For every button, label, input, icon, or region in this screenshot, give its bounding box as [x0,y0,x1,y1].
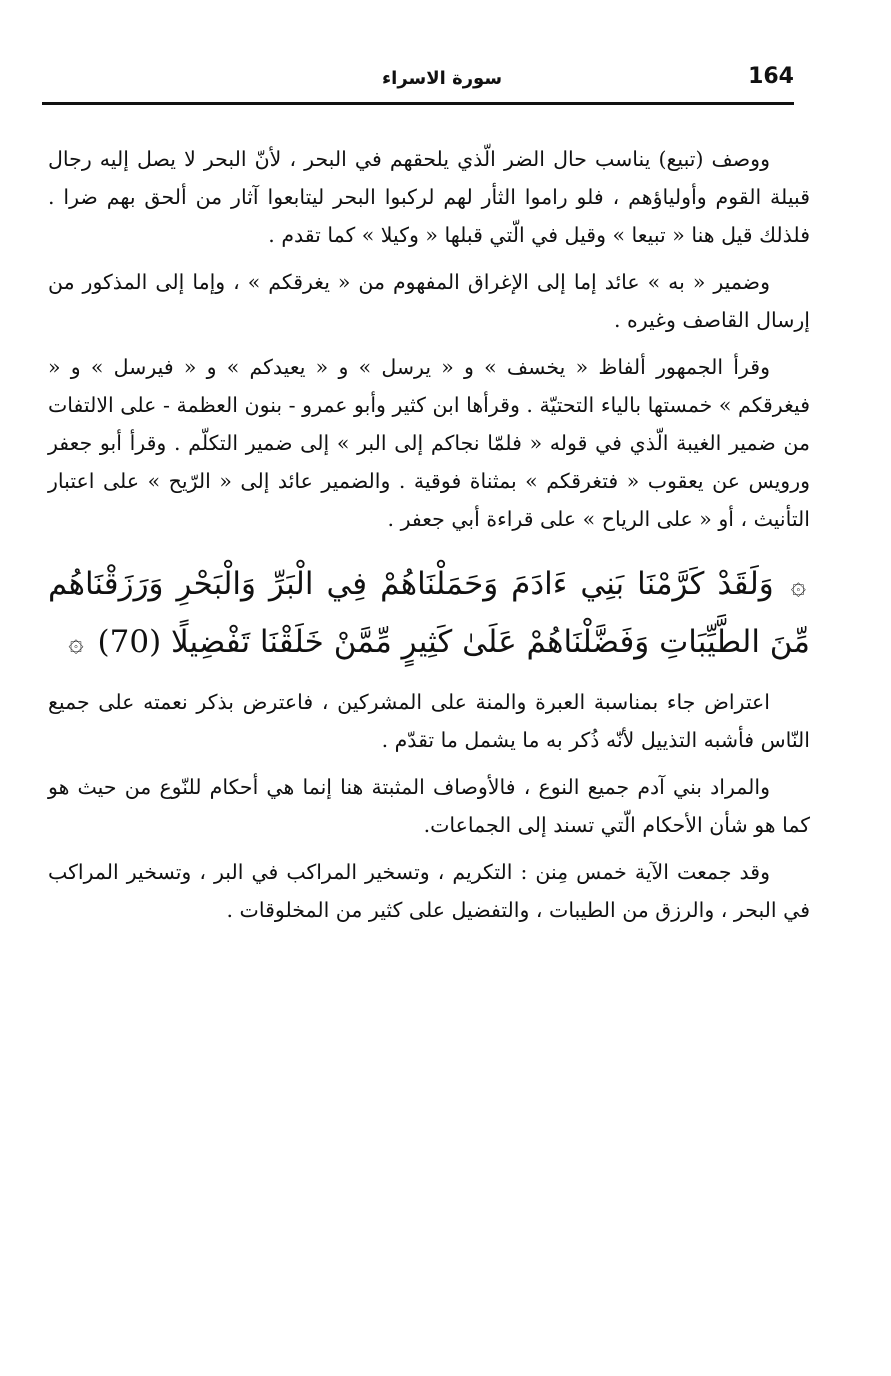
surah-title: سورة الاسراء [381,68,503,89]
verse-text: وَلَقَدْ كَرَّمْنَا بَنِي ءَادَمَ وَحَمَلْنَاهُمْ فِي الْبَرِّ وَالْبَحْرِ وَرَزَقْنَاهُم مِّنَ الطَّيِّبَاتِ وَفَضَّلْنَاهُمْ عَلَىٰ كَثِيرٍ مِّمَّنْ خَلَقْنَا تَفْضِيلًا [48,566,810,660]
page-header [42,62,794,105]
quran-verse [48,556,810,671]
page-body [48,140,810,938]
verse-number: (70) [97,623,162,660]
paragraph: وضمير « به » عائد إما إلى الإغراق المفهوم من « يغرقكم » ، وإما إلى المذكور من إرسال القاصف وغيره . [48,270,810,332]
paragraph: ووصف (تبيع) يناسب حال الضر الّذي يلحقهم في البحر ، لأنّ البحر لا يصل إليه رجال قبيلة القوم وأولياؤهم ، فلو راموا الثأر لهم لركبوا البحر ليتابعوا آثار من ألحق بهم ضرا . فلذلك قيل هنا « تبيعا » وقيل في الّتي قبلها « وكيلا » كما تقدم . [48,147,810,247]
paragraph: اعتراض جاء بمناسبة العبرة والمنة على المشركين ، فاعترض بذكر نعمته على جميع النّاس فأشبه التذييل لأنّه ذُكر به ما يشمل ما تقدّم . [48,690,810,752]
paragraph: والمراد بني آدم جميع النوع ، فالأوصاف المثبتة هنا إنما هي أحكام للنّوع من حيث هو كما هو شأن الأحكام الّتي تسند إلى الجماعات. [48,775,810,837]
verse-open-ornament-icon: ۞ [790,570,806,601]
paragraph: وقرأ الجمهور ألفاظ « يخسف » و « يرسل » و « يعيدكم » و « فيرسل » و « فيغرقكم » خمستها بالياء التحتيّة . وقرأها ابن كثير وأبو عمرو - بنون العظمة - على الالتفات من ضمير الغيبة الّذي في قوله « فلمّا نجاكم إلى البر » إلى ضمير التكلّم . وقرأ أبو جعفر ورويس عن يعقوب « فتغرقكم » بمثناة فوقية . والضمير عائد إلى « الرّيح » على اعتبار التأنيث ، أو « على الرياح » على قراءة أبي جعفر . [48,355,810,531]
page-number: 164 [748,64,794,89]
verse-close-ornament-icon: ۞ [68,628,84,658]
paragraph: وقد جمعت الآية خمس مِنن : التكريم ، وتسخير المراكب في البر ، وتسخير المراكب في البحر ، والرزق من الطيبات ، والتفضيل على كثير من المخلوقات . [48,860,810,922]
